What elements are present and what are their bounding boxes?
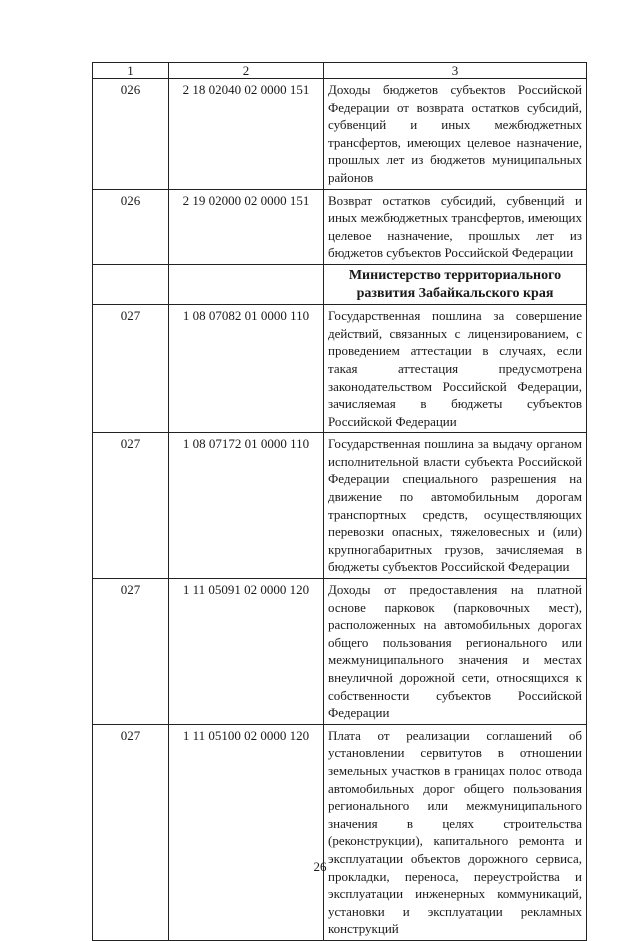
budget-code-cell: 1 08 07082 01 0000 110 <box>169 305 324 433</box>
budget-code-cell: 1 11 05100 02 0000 120 <box>169 724 324 940</box>
revenue-name-cell: Доходы от предоставления на платной основе парковок (парковочных мест), расположенных на автомобильных дорогах общего пользования регионального или межмуниципального значения и местах внеуличной дорожной сети, относящихся к собственности субъектов Российской Федерации <box>324 579 587 725</box>
admin-code-cell: 026 <box>93 189 169 264</box>
admin-code-cell: 027 <box>93 305 169 433</box>
revenue-name-cell: Плата от реализации соглашений об установлении сервитутов в отношении земельных участков в границах полос отвода автомобильных дорог общего пользования регионального или межмуниципального значения в целях строительства (реконструкции), капитального ремонта и эксплуатации объектов дорожного сервиса, прокладки, переноса, переустройства и эксплуатации инженерных коммуникаций, установки и эксплуатации рекламных конструкций <box>324 724 587 940</box>
revenue-name-cell: Государственная пошлина за выдачу органом исполнительной власти субъекта Российской Федерации специального разрешения на движение по автомобильным дорогам транспортных средств, осуществляющих перевозки опасных, тяжеловесных и (или) крупногабаритных грузов, зачисляемая в бюджеты субъектов Российской Федерации <box>324 433 587 579</box>
column-header-3: 3 <box>324 63 587 79</box>
admin-code-cell: 027 <box>93 433 169 579</box>
section-heading-row <box>93 264 587 304</box>
table-row <box>93 724 587 940</box>
table-row <box>93 189 587 264</box>
revenue-name-cell: Возврат остатков субсидий, субвенций и иных межбюджетных трансфертов, имеющих целевое назначение, прошлых лет из бюджетов субъектов Российской Федерации <box>324 189 587 264</box>
budget-code-cell <box>169 264 324 304</box>
column-header-2: 2 <box>169 63 324 79</box>
revenue-name-cell: Доходы бюджетов субъектов Российской Федерации от возврата остатков субсидий, субвенций и иных межбюджетных трансфертов, имеющих целевое назначение, прошлых лет из бюджетов муниципальных районов <box>324 79 587 190</box>
table-header-row <box>93 63 587 79</box>
table-row <box>93 79 587 190</box>
table-row <box>93 579 587 725</box>
budget-code-cell: 1 11 05091 02 0000 120 <box>169 579 324 725</box>
revenue-code-table <box>92 62 587 941</box>
revenue-name-cell: Государственная пошлина за совершение действий, связанных с лицензированием, с проведением аттестации в случаях, если такая аттестация предусмотрена законодательством Российской Федерации, зачисляемая в бюджеты субъектов Российской Федерации <box>324 305 587 433</box>
admin-code-cell: 027 <box>93 724 169 940</box>
admin-code-cell: 026 <box>93 79 169 190</box>
admin-code-cell <box>93 264 169 304</box>
budget-code-cell: 2 19 02000 02 0000 151 <box>169 189 324 264</box>
table-row <box>93 433 587 579</box>
budget-code-cell: 1 08 07172 01 0000 110 <box>169 433 324 579</box>
column-header-1: 1 <box>93 63 169 79</box>
budget-code-cell: 2 18 02040 02 0000 151 <box>169 79 324 190</box>
section-heading: Министерство территориального развития Забайкальского края <box>324 264 587 304</box>
page-number: 26 <box>313 859 327 874</box>
admin-code-cell: 027 <box>93 579 169 725</box>
table-row <box>93 305 587 433</box>
